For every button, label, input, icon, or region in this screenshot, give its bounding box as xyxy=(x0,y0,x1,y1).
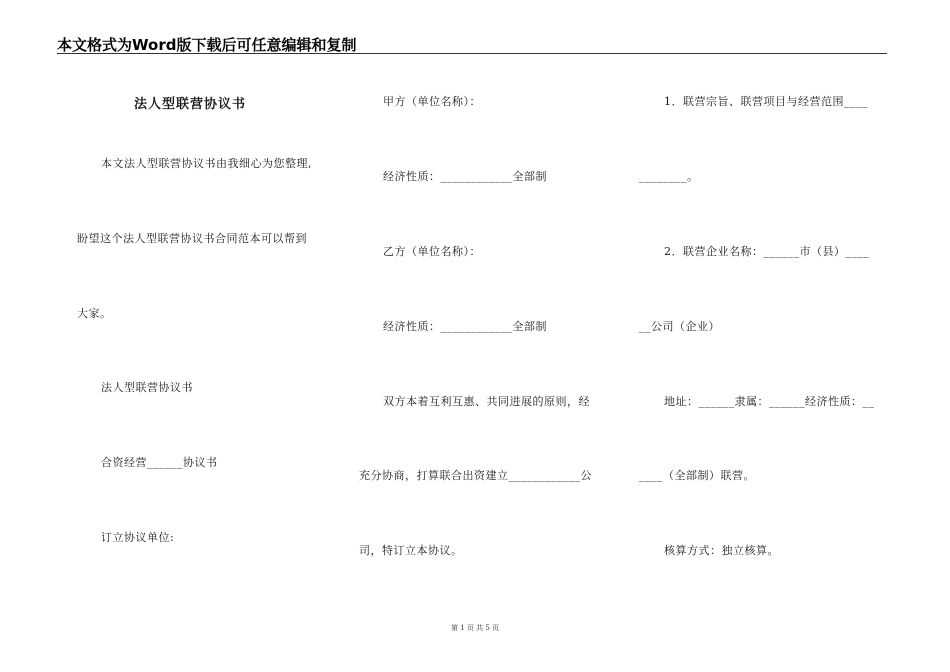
col3-paragraph-1: 1．联营宗旨、联营项目与经营范围____ xyxy=(664,95,868,108)
col3-paragraph-4: __公司（企业） xyxy=(639,320,720,333)
col1-paragraph-5: 合资经营______协议书 xyxy=(101,456,218,469)
col1-paragraph-3: 大家。 xyxy=(77,307,112,320)
col2-paragraph-7: 司，特订立本协议。 xyxy=(359,544,463,557)
col3-paragraph-6: ____（全部制）联营。 xyxy=(639,469,755,482)
col3-paragraph-2: ________。 xyxy=(639,170,699,183)
col2-paragraph-5: 双方本着互利互惠、共同进展的原则，经 xyxy=(383,395,590,408)
col1-paragraph-1: 本文法人型联营协议书由我细心为您整理, xyxy=(101,157,312,170)
col1-paragraph-2: 盼望这个法人型联营协议书合同范本可以帮到 xyxy=(77,232,307,245)
col1-paragraph-4: 法人型联营协议书 xyxy=(101,381,193,394)
col2-paragraph-4: 经济性质：____________全部制 xyxy=(383,320,547,333)
header-divider xyxy=(57,53,887,54)
page-header-title: 本文格式为Word版下载后可任意编辑和复制 xyxy=(57,36,357,54)
col2-paragraph-1: 甲方（单位名称）： xyxy=(383,95,481,108)
col2-paragraph-6: 充分协商，打算联合出资建立____________公 xyxy=(359,469,592,482)
col3-paragraph-7: 核算方式：独立核算。 xyxy=(664,544,779,557)
col2-paragraph-2: 经济性质：____________全部制 xyxy=(383,170,547,183)
col2-paragraph-3: 乙方（单位名称）： xyxy=(383,245,481,258)
col3-paragraph-3: 2．联营企业名称：______市（县）____ xyxy=(664,245,870,258)
col3-paragraph-5: 地址：______隶属：______经济性质：__ xyxy=(664,395,875,408)
col1-paragraph-6: 订立协议单位: xyxy=(101,531,175,544)
page-number-footer: 第 1 页 共 5 页 xyxy=(450,624,500,632)
document-title: 法人型联营协议书 xyxy=(134,97,247,112)
